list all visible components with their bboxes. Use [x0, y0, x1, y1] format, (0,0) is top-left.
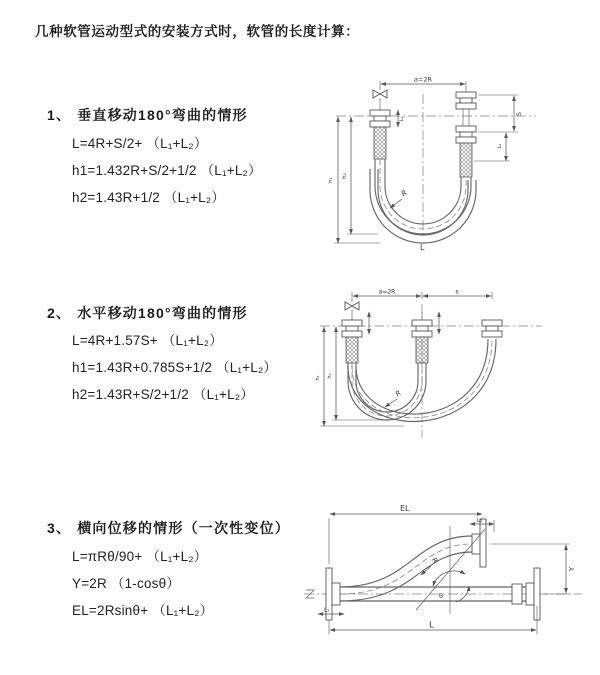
radius-label: R [399, 187, 409, 199]
dim-label-a2r: a=2R [413, 75, 433, 84]
radius-label: R [430, 556, 440, 566]
dim-label-h2: h₂ [342, 173, 348, 179]
dim-a2r [380, 76, 466, 88]
dim-a2r [352, 289, 492, 300]
section-1-number: 1、 [47, 107, 72, 123]
centerlines [336, 94, 536, 238]
section-2-heading [47, 303, 248, 323]
braided-section [346, 337, 358, 363]
dim-label-h2: h₂ [327, 373, 333, 379]
section-1-formula-h1: h1=1.432R+S/2+1/2 （L₁+L₂） [72, 163, 262, 178]
section-2-formula-L: L=4R+1.57S+ （L₁+L₂） [72, 333, 223, 348]
section-2-title: 水平移动180°弯曲的情形 [77, 305, 248, 321]
section-3-formula-L: L=πRθ/90+ （L₁+L₂） [72, 549, 208, 564]
section-1-formula-h2: h2=1.43R+1/2 （L₁+L₂） [72, 190, 226, 205]
middle-pipe-fitting [412, 312, 432, 363]
valve-icon [345, 299, 359, 320]
diagram-lateral-displacement [298, 502, 588, 644]
braided-section [374, 127, 386, 159]
diagram-vertical-180-bend [318, 74, 550, 252]
dim-label-h1: h₁ [315, 375, 321, 381]
dim-label-l: L [429, 620, 434, 631]
braided-section [460, 143, 472, 177]
section-2-number: 2、 [47, 305, 72, 321]
dim-label-s: s [455, 288, 459, 296]
right-pipe-fittings [456, 87, 476, 177]
dim-h1 [328, 117, 380, 243]
length-label: L [420, 243, 425, 252]
right-flange [512, 568, 540, 620]
theta-label: θ [439, 592, 443, 600]
radius-label: R [394, 389, 403, 399]
dim-label-a2r: a=2R [378, 288, 396, 296]
dim-label-s: S [516, 112, 523, 116]
section-1-heading [47, 105, 248, 125]
right-pipe-fitting [482, 320, 502, 337]
dim-el [329, 504, 483, 564]
section-2-formula-h2: h2=1.43R+S/2+1/2 （L₁+L₂） [72, 387, 254, 402]
dim-s [478, 95, 523, 132]
dim-label-l2: L₂ [497, 143, 503, 149]
dim-l [329, 606, 537, 634]
dim-label-l1: L₁ [399, 116, 405, 122]
braided-section [416, 337, 428, 363]
section-3-title: 横向位移的情形（一次性变位） [77, 520, 290, 536]
page-title: 几种软管运动型式的安装方式时，软管的长度计算： [35, 24, 360, 39]
section-2-formula-h1: h1=1.43R+0.785S+1/2 （L₁+L₂） [72, 360, 278, 375]
section-3-formula-EL: EL=2Rsinθ+ （L₁+L₂） [72, 603, 214, 618]
section-3-number: 3、 [47, 520, 72, 536]
section-3-heading [47, 518, 290, 538]
left-pipe-fitting [370, 110, 390, 159]
hose-u-bend-original [348, 363, 426, 420]
dim-l1 [398, 110, 405, 127]
radius-callout [385, 389, 403, 407]
diagram-horizontal-180-bend [312, 286, 550, 448]
dim-label-l2: L₂ [477, 518, 483, 524]
dim-l2 [474, 133, 510, 161]
hose-s-curve [340, 536, 472, 601]
dim-label-el: EL [400, 504, 410, 513]
section-1-formula-L: L=4R+S/2+ （L₁+L₂） [72, 136, 208, 151]
upper-flange [472, 519, 486, 567]
section-1-title: 垂直移动180°弯曲的情形 [77, 107, 248, 123]
section-3-formula-Y: Y=2R （1-cosθ） [72, 576, 181, 591]
valve-icon [373, 87, 387, 110]
dim-label-l1: L₁ [324, 607, 330, 614]
radius-callout [390, 188, 409, 208]
dim-label-y: Y [568, 566, 576, 572]
dim-h2 [342, 117, 378, 234]
dim-label-h1: h₁ [328, 177, 334, 183]
left-pipe-fitting [342, 320, 362, 363]
